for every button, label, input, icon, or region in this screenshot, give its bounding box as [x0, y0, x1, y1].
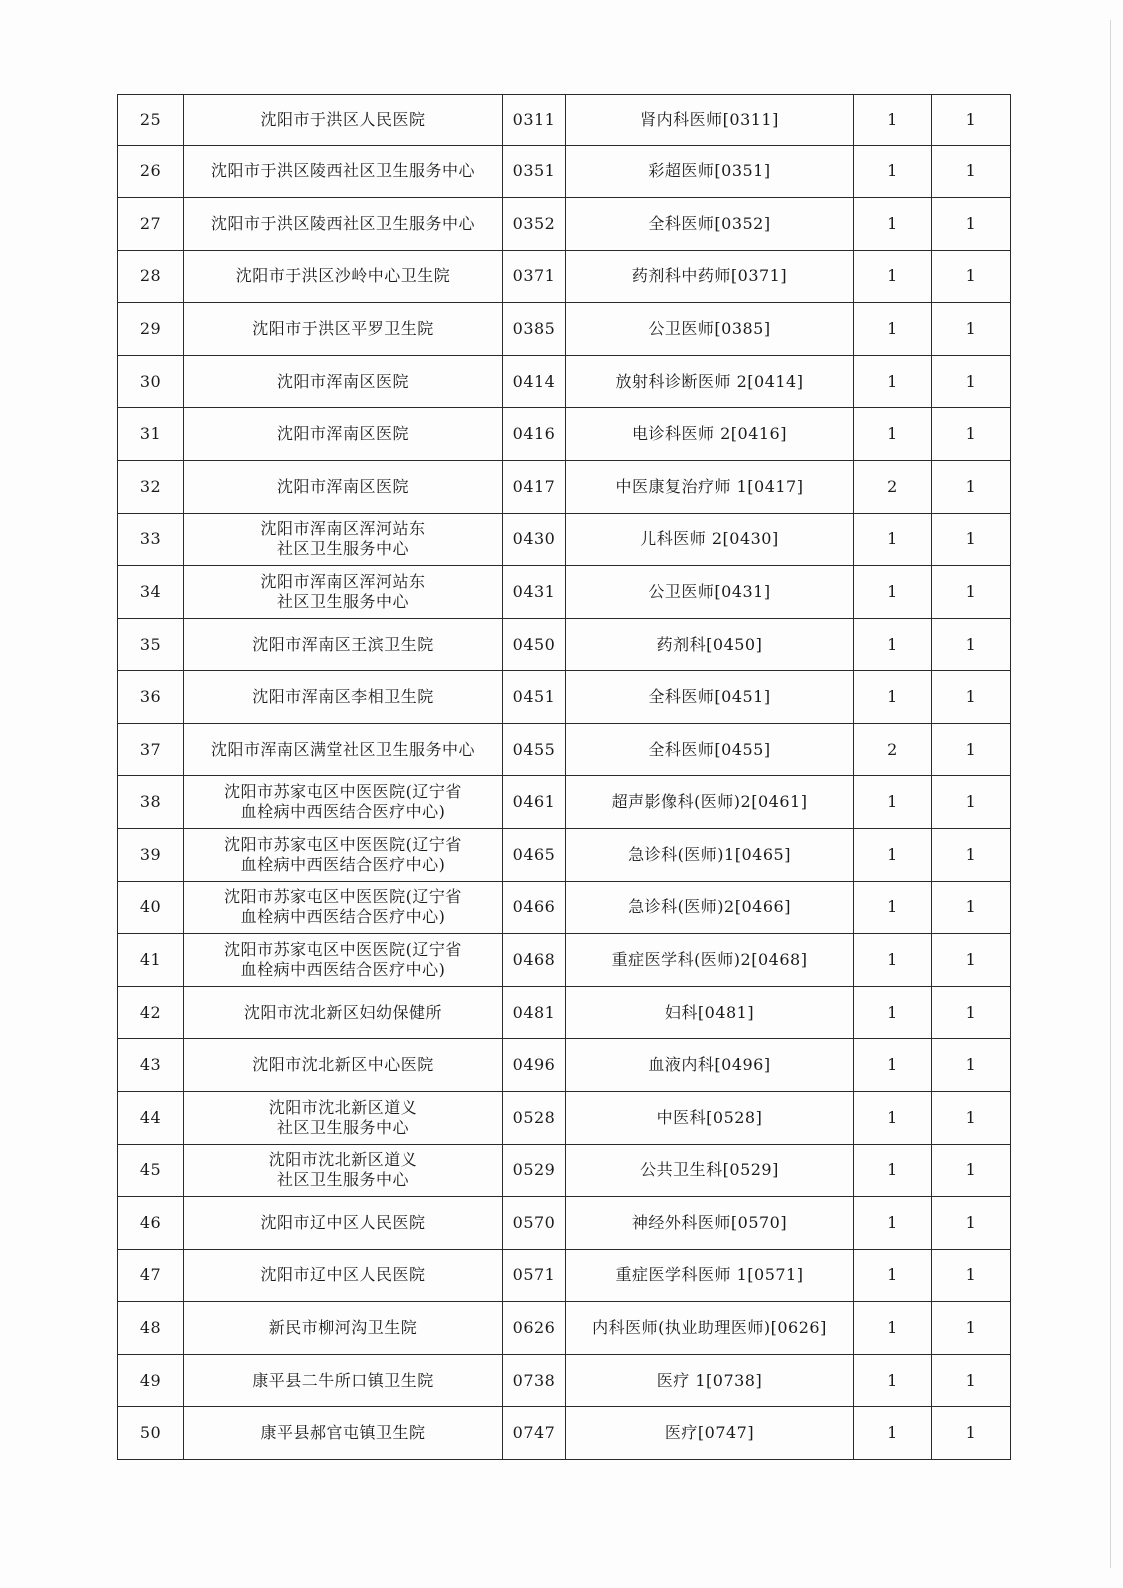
- count-a-cell: 1: [854, 198, 932, 251]
- count-a-cell: 1: [854, 513, 932, 566]
- scan-edge-line: [1110, 20, 1111, 1568]
- organization-cell: 沈阳市浑南区满堂社区卫生服务中心: [184, 723, 503, 776]
- count-a-cell: 1: [854, 95, 932, 146]
- row-number-cell: 40: [118, 881, 184, 934]
- count-a-cell: 1: [854, 1197, 932, 1250]
- row-number-cell: 26: [118, 145, 184, 198]
- count-b-cell: 1: [932, 513, 1011, 566]
- position-name-cell: 药剂科[0450]: [566, 618, 854, 671]
- organization-cell: 沈阳市浑南区浑河站东 社区卫生服务中心: [184, 513, 503, 566]
- count-b-cell: 1: [932, 460, 1011, 513]
- table-row: [118, 513, 1011, 566]
- count-a-cell: 1: [854, 776, 932, 829]
- organization-cell: 沈阳市苏家屯区中医医院(辽宁省 血栓病中西医结合医疗中心): [184, 776, 503, 829]
- organization-cell: 沈阳市苏家屯区中医医院(辽宁省 血栓病中西医结合医疗中心): [184, 934, 503, 987]
- table-row: [118, 198, 1011, 251]
- position-code-cell: 0481: [503, 986, 566, 1039]
- position-name-cell: 电诊科医师 2[0416]: [566, 408, 854, 461]
- count-b-cell: 1: [932, 1407, 1011, 1460]
- table-row: [118, 1144, 1011, 1197]
- organization-cell: 沈阳市沈北新区中心医院: [184, 1039, 503, 1092]
- position-name-cell: 药剂科中药师[0371]: [566, 250, 854, 303]
- row-number-cell: 32: [118, 460, 184, 513]
- row-number-cell: 36: [118, 671, 184, 724]
- row-number-cell: 44: [118, 1091, 184, 1144]
- count-a-cell: 1: [854, 986, 932, 1039]
- position-code-cell: 0496: [503, 1039, 566, 1092]
- row-number-cell: 38: [118, 776, 184, 829]
- table-row: [118, 829, 1011, 882]
- row-number-cell: 33: [118, 513, 184, 566]
- count-b-cell: 1: [932, 566, 1011, 619]
- table-row: [118, 1302, 1011, 1355]
- position-name-cell: 儿科医师 2[0430]: [566, 513, 854, 566]
- position-name-cell: 重症医学科医师 1[0571]: [566, 1249, 854, 1302]
- position-code-cell: 0461: [503, 776, 566, 829]
- count-a-cell: 1: [854, 671, 932, 724]
- table-row: [118, 1197, 1011, 1250]
- count-b-cell: 1: [932, 1302, 1011, 1355]
- position-name-cell: 重症医学科(医师)2[0468]: [566, 934, 854, 987]
- position-code-cell: 0352: [503, 198, 566, 251]
- table-row: [118, 618, 1011, 671]
- position-code-cell: 0747: [503, 1407, 566, 1460]
- count-a-cell: 1: [854, 1302, 932, 1355]
- count-a-cell: 1: [854, 881, 932, 934]
- table-row: [118, 145, 1011, 198]
- position-code-cell: 0626: [503, 1302, 566, 1355]
- organization-cell: 沈阳市沈北新区道义 社区卫生服务中心: [184, 1091, 503, 1144]
- row-number-cell: 28: [118, 250, 184, 303]
- count-a-cell: 1: [854, 934, 932, 987]
- row-number-cell: 29: [118, 303, 184, 356]
- recruitment-table: [117, 94, 1011, 1460]
- organization-cell: 沈阳市沈北新区道义 社区卫生服务中心: [184, 1144, 503, 1197]
- count-b-cell: 1: [932, 145, 1011, 198]
- table-row: [118, 460, 1011, 513]
- organization-cell: 沈阳市于洪区人民医院: [184, 95, 503, 146]
- organization-cell: 康平县郝官屯镇卫生院: [184, 1407, 503, 1460]
- table-row: [118, 1354, 1011, 1407]
- position-name-cell: 全科医师[0455]: [566, 723, 854, 776]
- count-b-cell: 1: [932, 355, 1011, 408]
- count-b-cell: 1: [932, 986, 1011, 1039]
- position-code-cell: 0451: [503, 671, 566, 724]
- table-row: [118, 1249, 1011, 1302]
- row-number-cell: 37: [118, 723, 184, 776]
- position-code-cell: 0529: [503, 1144, 566, 1197]
- organization-cell: 沈阳市于洪区平罗卫生院: [184, 303, 503, 356]
- table-body: [118, 95, 1011, 1460]
- position-name-cell: 医疗 1[0738]: [566, 1354, 854, 1407]
- position-code-cell: 0417: [503, 460, 566, 513]
- position-name-cell: 神经外科医师[0570]: [566, 1197, 854, 1250]
- count-b-cell: 1: [932, 1197, 1011, 1250]
- table-row: [118, 776, 1011, 829]
- organization-cell: 沈阳市浑南区医院: [184, 460, 503, 513]
- position-code-cell: 0455: [503, 723, 566, 776]
- row-number-cell: 42: [118, 986, 184, 1039]
- table-row: [118, 934, 1011, 987]
- organization-cell: 沈阳市浑南区李相卫生院: [184, 671, 503, 724]
- row-number-cell: 30: [118, 355, 184, 408]
- organization-cell: 沈阳市浑南区医院: [184, 355, 503, 408]
- position-name-cell: 急诊科(医师)2[0466]: [566, 881, 854, 934]
- position-code-cell: 0414: [503, 355, 566, 408]
- count-b-cell: 1: [932, 829, 1011, 882]
- position-code-cell: 0351: [503, 145, 566, 198]
- position-name-cell: 中医科[0528]: [566, 1091, 854, 1144]
- table-row: [118, 303, 1011, 356]
- position-code-cell: 0570: [503, 1197, 566, 1250]
- position-code-cell: 0571: [503, 1249, 566, 1302]
- row-number-cell: 43: [118, 1039, 184, 1092]
- organization-cell: 沈阳市浑南区王滨卫生院: [184, 618, 503, 671]
- position-name-cell: 放射科诊断医师 2[0414]: [566, 355, 854, 408]
- position-code-cell: 0311: [503, 95, 566, 146]
- table-row: [118, 881, 1011, 934]
- count-b-cell: 1: [932, 1144, 1011, 1197]
- count-b-cell: 1: [932, 250, 1011, 303]
- count-b-cell: 1: [932, 934, 1011, 987]
- row-number-cell: 47: [118, 1249, 184, 1302]
- row-number-cell: 46: [118, 1197, 184, 1250]
- organization-cell: 康平县二牛所口镇卫生院: [184, 1354, 503, 1407]
- position-name-cell: 中医康复治疗师 1[0417]: [566, 460, 854, 513]
- row-number-cell: 39: [118, 829, 184, 882]
- organization-cell: 新民市柳河沟卫生院: [184, 1302, 503, 1355]
- position-code-cell: 0528: [503, 1091, 566, 1144]
- position-code-cell: 0468: [503, 934, 566, 987]
- position-code-cell: 0416: [503, 408, 566, 461]
- position-code-cell: 0738: [503, 1354, 566, 1407]
- count-a-cell: 1: [854, 1091, 932, 1144]
- count-b-cell: 1: [932, 1354, 1011, 1407]
- organization-cell: 沈阳市于洪区陵西社区卫生服务中心: [184, 198, 503, 251]
- position-code-cell: 0385: [503, 303, 566, 356]
- position-name-cell: 全科医师[0451]: [566, 671, 854, 724]
- count-b-cell: 1: [932, 1039, 1011, 1092]
- position-name-cell: 全科医师[0352]: [566, 198, 854, 251]
- position-code-cell: 0450: [503, 618, 566, 671]
- position-name-cell: 医疗[0747]: [566, 1407, 854, 1460]
- row-number-cell: 45: [118, 1144, 184, 1197]
- count-a-cell: 1: [854, 303, 932, 356]
- position-name-cell: 内科医师(执业助理医师)[0626]: [566, 1302, 854, 1355]
- row-number-cell: 35: [118, 618, 184, 671]
- count-a-cell: 1: [854, 145, 932, 198]
- row-number-cell: 41: [118, 934, 184, 987]
- organization-cell: 沈阳市于洪区陵西社区卫生服务中心: [184, 145, 503, 198]
- organization-cell: 沈阳市浑南区浑河站东 社区卫生服务中心: [184, 566, 503, 619]
- row-number-cell: 27: [118, 198, 184, 251]
- table-row: [118, 1407, 1011, 1460]
- count-b-cell: 1: [932, 1249, 1011, 1302]
- count-a-cell: 1: [854, 408, 932, 461]
- organization-cell: 沈阳市苏家屯区中医医院(辽宁省 血栓病中西医结合医疗中心): [184, 881, 503, 934]
- position-name-cell: 血液内科[0496]: [566, 1039, 854, 1092]
- organization-cell: 沈阳市沈北新区妇幼保健所: [184, 986, 503, 1039]
- count-a-cell: 1: [854, 618, 932, 671]
- table-row: [118, 671, 1011, 724]
- count-b-cell: 1: [932, 723, 1011, 776]
- count-b-cell: 1: [932, 198, 1011, 251]
- count-b-cell: 1: [932, 1091, 1011, 1144]
- row-number-cell: 25: [118, 95, 184, 146]
- table-row: [118, 566, 1011, 619]
- row-number-cell: 48: [118, 1302, 184, 1355]
- recruitment-table-wrapper: [117, 94, 1010, 1460]
- count-a-cell: 1: [854, 355, 932, 408]
- count-b-cell: 1: [932, 881, 1011, 934]
- position-code-cell: 0465: [503, 829, 566, 882]
- position-name-cell: 公卫医师[0385]: [566, 303, 854, 356]
- table-row: [118, 250, 1011, 303]
- position-code-cell: 0371: [503, 250, 566, 303]
- count-a-cell: 1: [854, 1249, 932, 1302]
- position-name-cell: 公卫医师[0431]: [566, 566, 854, 619]
- count-b-cell: 1: [932, 95, 1011, 146]
- position-code-cell: 0430: [503, 513, 566, 566]
- count-a-cell: 1: [854, 829, 932, 882]
- position-name-cell: 彩超医师[0351]: [566, 145, 854, 198]
- organization-cell: 沈阳市辽中区人民医院: [184, 1249, 503, 1302]
- count-b-cell: 1: [932, 408, 1011, 461]
- table-row: [118, 1091, 1011, 1144]
- row-number-cell: 31: [118, 408, 184, 461]
- organization-cell: 沈阳市苏家屯区中医医院(辽宁省 血栓病中西医结合医疗中心): [184, 829, 503, 882]
- table-row: [118, 1039, 1011, 1092]
- count-a-cell: 1: [854, 250, 932, 303]
- count-a-cell: 1: [854, 1407, 932, 1460]
- count-a-cell: 1: [854, 1354, 932, 1407]
- count-b-cell: 1: [932, 671, 1011, 724]
- count-b-cell: 1: [932, 303, 1011, 356]
- organization-cell: 沈阳市辽中区人民医院: [184, 1197, 503, 1250]
- table-row: [118, 723, 1011, 776]
- count-a-cell: 1: [854, 1039, 932, 1092]
- position-name-cell: 急诊科(医师)1[0465]: [566, 829, 854, 882]
- row-number-cell: 49: [118, 1354, 184, 1407]
- table-row: [118, 355, 1011, 408]
- count-a-cell: 1: [854, 1144, 932, 1197]
- table-row: [118, 986, 1011, 1039]
- position-name-cell: 超声影像科(医师)2[0461]: [566, 776, 854, 829]
- position-code-cell: 0466: [503, 881, 566, 934]
- count-b-cell: 1: [932, 776, 1011, 829]
- count-a-cell: 2: [854, 460, 932, 513]
- position-name-cell: 肾内科医师[0311]: [566, 95, 854, 146]
- row-number-cell: 34: [118, 566, 184, 619]
- position-code-cell: 0431: [503, 566, 566, 619]
- row-number-cell: 50: [118, 1407, 184, 1460]
- position-name-cell: 公共卫生科[0529]: [566, 1144, 854, 1197]
- table-row: [118, 95, 1011, 146]
- count-a-cell: 2: [854, 723, 932, 776]
- organization-cell: 沈阳市浑南区医院: [184, 408, 503, 461]
- position-name-cell: 妇科[0481]: [566, 986, 854, 1039]
- count-a-cell: 1: [854, 566, 932, 619]
- table-row: [118, 408, 1011, 461]
- organization-cell: 沈阳市于洪区沙岭中心卫生院: [184, 250, 503, 303]
- count-b-cell: 1: [932, 618, 1011, 671]
